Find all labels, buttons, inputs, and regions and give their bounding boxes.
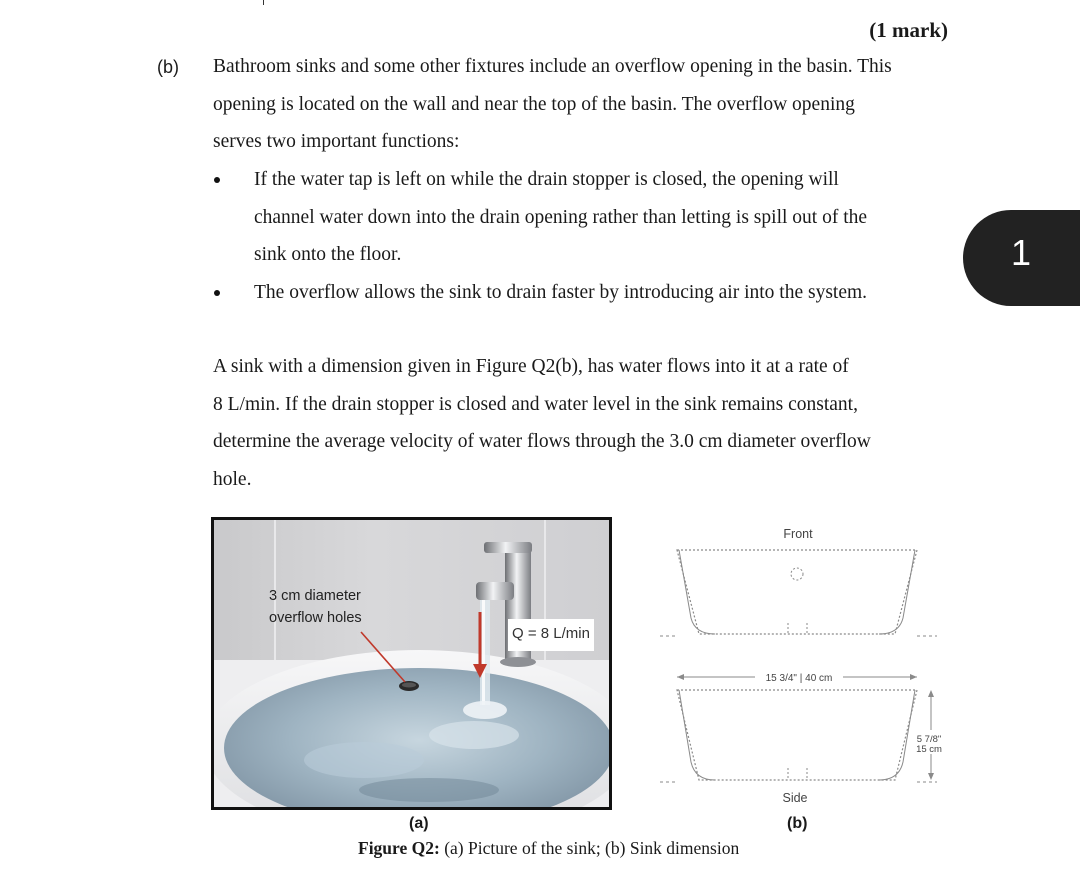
height-label-imperial: 5 7/8" — [916, 734, 942, 745]
splash — [463, 701, 507, 719]
width-label: 15 3/4" | 40 cm — [765, 673, 833, 684]
mark-allocation: (1 mark) — [869, 18, 948, 42]
functions-list — [213, 161, 950, 311]
overflow-label-line-2: overflow holes — [269, 610, 362, 626]
question-intro — [213, 48, 950, 161]
sink-photo — [211, 517, 612, 810]
list-item — [213, 274, 950, 312]
side-view-label: Side — [782, 791, 808, 805]
problem-line-2: 8 L/min. If the drain stopper is closed and water level in the sink remains constant, — [213, 393, 858, 415]
intro-line-3: serves two important functions: — [213, 131, 460, 152]
bullet-1-line-3: sink onto the floor. — [254, 244, 402, 265]
figure-caption — [358, 838, 739, 859]
sink-dimension-diagram — [655, 518, 945, 818]
subfigure-b-label: (b) — [787, 815, 808, 832]
flow-rate-label: Q = 8 L/min — [508, 619, 594, 651]
bullet-1-line-2: channel water down into the drain opening rather than letting is spill out of the — [254, 206, 868, 228]
faucet-lever — [484, 542, 532, 553]
figure-caption-number: Figure Q2: — [358, 838, 440, 858]
overflow-hole-marker — [791, 568, 803, 580]
page-number: 1 — [1011, 232, 1032, 273]
intro-line-1: Bathroom sinks and some other fixtures include an overflow opening in the basin. This — [213, 56, 892, 77]
subfigure-a-label: (a) — [409, 815, 429, 832]
overflow-label-line-1: 3 cm diameter — [269, 588, 361, 604]
figure-caption-text: (a) Picture of the sink; (b) Sink dimension — [439, 838, 740, 858]
bullet-1-line-1: If the water tap is left on while the drain stopper is closed, the opening will — [254, 169, 839, 190]
page-top-rule — [263, 0, 264, 5]
height-label-metric: 15 cm — [916, 744, 942, 755]
list-item — [213, 161, 950, 274]
overflow-label — [269, 585, 362, 629]
question-label: (b) — [157, 57, 179, 77]
intro-line-2: opening is located on the wall and near the top of the basin. The overflow opening — [213, 93, 855, 115]
problem-line-3: determine the average velocity of water flows through the 3.0 cm diameter overflow — [213, 431, 871, 452]
bullet-icon — [213, 161, 254, 274]
faucet-spout — [476, 582, 514, 600]
front-view-label: Front — [783, 527, 813, 541]
bullet-icon — [213, 274, 254, 312]
problem-statement — [213, 348, 950, 498]
side-view-outline — [677, 690, 917, 780]
problem-line-4: hole. — [213, 468, 252, 490]
front-view-outline — [677, 550, 917, 634]
problem-line-1: A sink with a dimension given in Figure Q2(b), has water flows into it at a rate of — [213, 356, 849, 377]
sink-illustration — [214, 520, 609, 807]
bullet-2-line-1: The overflow allows the sink to drain faster by introducing air into the system. — [254, 281, 868, 303]
page-number-tab[interactable] — [963, 210, 1080, 306]
